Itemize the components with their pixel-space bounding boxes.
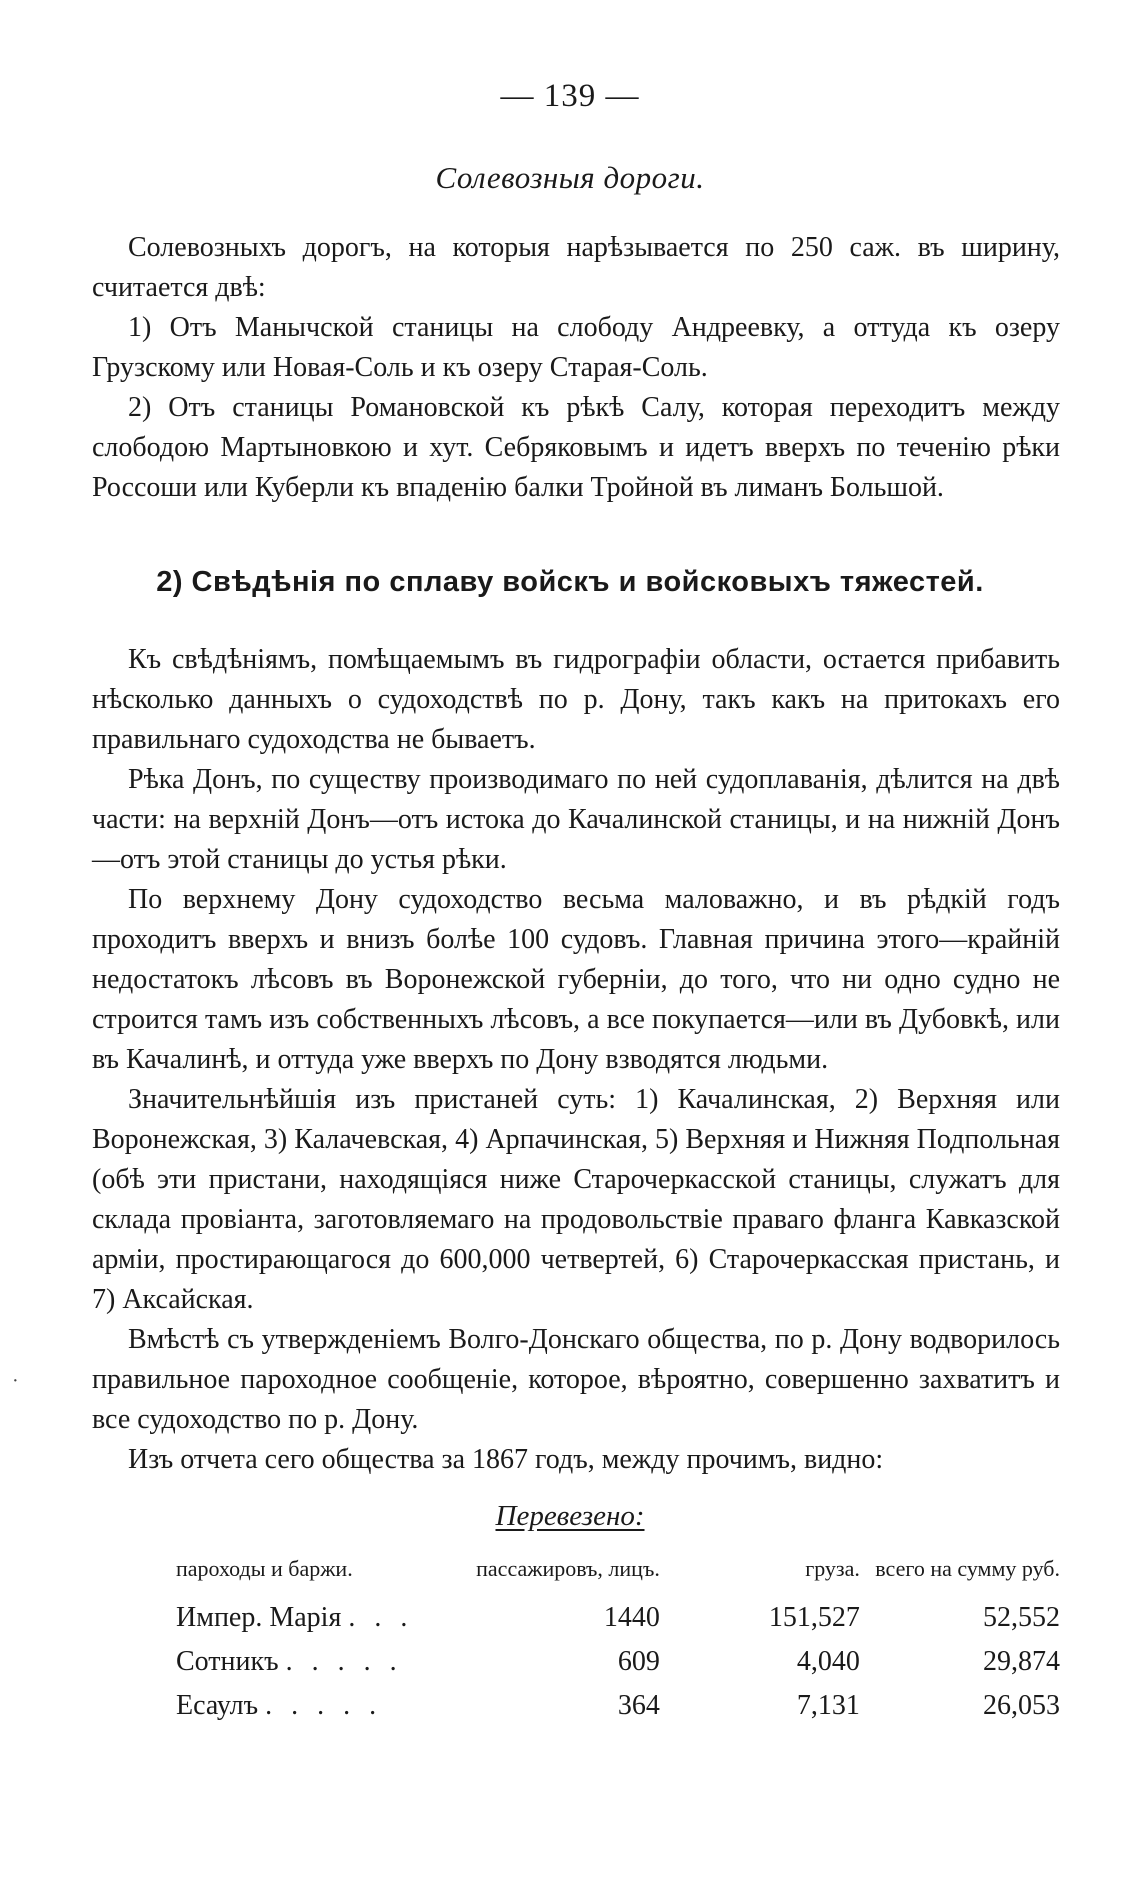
paragraph-1: Къ свѣдѣніямъ, помѣщаемымъ въ гидрографіи области, остается прибавить нѣсколько данныхъ о судоходствѣ по р. Дону, такъ какъ на притокахъ его правильнаго судоходства не бываетъ. <box>92 644 1060 755</box>
table-row <box>176 1596 1060 1640</box>
paragraph-3: По верхнему Дону судоходство весьма маловажно, и въ рѣдкій годъ проходитъ вверхъ и внизъ болѣе 100 судовъ. Главная причина этого—крайній недостатокъ лѣсовъ въ Воронежской губерніи, до того, что ни одно судно не строится тамъ изъ собственныхъ лѣсовъ, а все покупается—или въ Дубовкѣ, или въ Качалинѣ, и оттуда уже вверхъ по Дону взводятся людьми. <box>92 884 1060 1075</box>
table-title-text: Перевезено: <box>495 1500 645 1532</box>
section-1-item-2: 2) Отъ станицы Романовской къ рѣкѣ Салу, которая переходитъ между слободою Мартыновкою и хут. Себряковымъ и идетъ вверхъ по теченію рѣки Россоши или Куберли къ впаденію балки Тройной въ лиманъ Большой. <box>92 392 1060 503</box>
paragraph-4: Значительнѣйшія изъ пристаней суть: 1) Качалинская, 2) Верхняя или Воронежская, 3) Калачевская, 4) Арпачинская, 5) Верхняя и Нижняя Подпольная (обѣ эти пристани, находящіяся ниже Старочеркасской станицы, служатъ для склада провіанта, заготовляемаго на продовольствіе праваго фланга Кавказской арміи, простирающагося до 600,000 четвертей, 6) Старочеркасская пристань, и 7) Аксайская. <box>92 1084 1060 1315</box>
paragraph-2: Рѣка Донъ, по существу производимаго по ней судоплаванія, дѣлится на двѣ части: на верхній Донъ—отъ истока до Качалинской станицы, и на нижній Донъ—отъ этой станицы до устья рѣки. <box>92 764 1060 875</box>
vessel-name: Импер. Марія <box>176 1602 342 1633</box>
passengers-cell: 609 <box>617 1646 660 1677</box>
section-title: Солевозныя дороги. <box>435 160 705 195</box>
passengers-cell: 364 <box>617 1690 660 1721</box>
cargo-cell: 151,527 <box>768 1602 860 1633</box>
leader-dots: . . . <box>348 1602 414 1633</box>
section-1-body <box>92 228 1060 508</box>
paragraph-6: Изъ отчета сего общества за 1867 годъ, между прочимъ, видно: <box>128 1444 884 1475</box>
table-row <box>176 1640 1060 1684</box>
header-cargo: груза. <box>805 1556 860 1581</box>
sum-cell: 29,874 <box>983 1646 1060 1677</box>
margin-dot: · <box>12 1370 19 1392</box>
table-title <box>0 1500 1140 1533</box>
vessel-name: Сотникъ <box>176 1646 279 1677</box>
passengers-cell: 1440 <box>603 1602 660 1633</box>
section-1-intro: Солевозныхъ дорогъ, на которыя нарѣзывается по 250 саж. въ ширину, считается двѣ: <box>92 232 1060 303</box>
vessel-name: Есаулъ <box>176 1690 259 1721</box>
leader-dots: . . . . . <box>265 1690 383 1721</box>
sum-cell: 52,552 <box>983 1602 1060 1633</box>
transport-table <box>176 1556 1060 1728</box>
section-2-body <box>92 640 1060 1480</box>
section-1-item-1: 1) Отъ Манычской станицы на слободу Андреевку, а оттуда къ озеру Грузскому или Новая-Соль и къ озеру Старая-Соль. <box>92 312 1060 383</box>
leader-dots: . . . . . <box>285 1646 403 1677</box>
table-header-row <box>176 1556 1060 1596</box>
cargo-cell: 4,040 <box>796 1646 860 1677</box>
header-vessels: пароходы и баржи. <box>176 1556 353 1581</box>
header-sum: всего на сумму руб. <box>875 1556 1060 1581</box>
paragraph-5: Вмѣстѣ съ утвержденіемъ Волго-Донскаго общества, по р. Дону водворилось правильное пароходное сообщеніе, которое, вѣроятно, совершенно захватитъ и все судоходство по р. Дону. <box>92 1324 1060 1435</box>
vessel-name-cell <box>176 1640 476 1684</box>
vessel-name-cell <box>176 1596 476 1640</box>
cargo-cell: 7,131 <box>796 1690 860 1721</box>
page-number: — 139 — <box>500 78 640 114</box>
section-heading-2: 2) Свѣдѣнія по сплаву войскъ и войсковыхъ тяжестей. <box>156 566 984 598</box>
header-passengers: пассажировъ, лицъ. <box>476 1556 660 1581</box>
table-row <box>176 1684 1060 1728</box>
sum-cell: 26,053 <box>983 1690 1060 1721</box>
vessel-name-cell <box>176 1684 476 1728</box>
